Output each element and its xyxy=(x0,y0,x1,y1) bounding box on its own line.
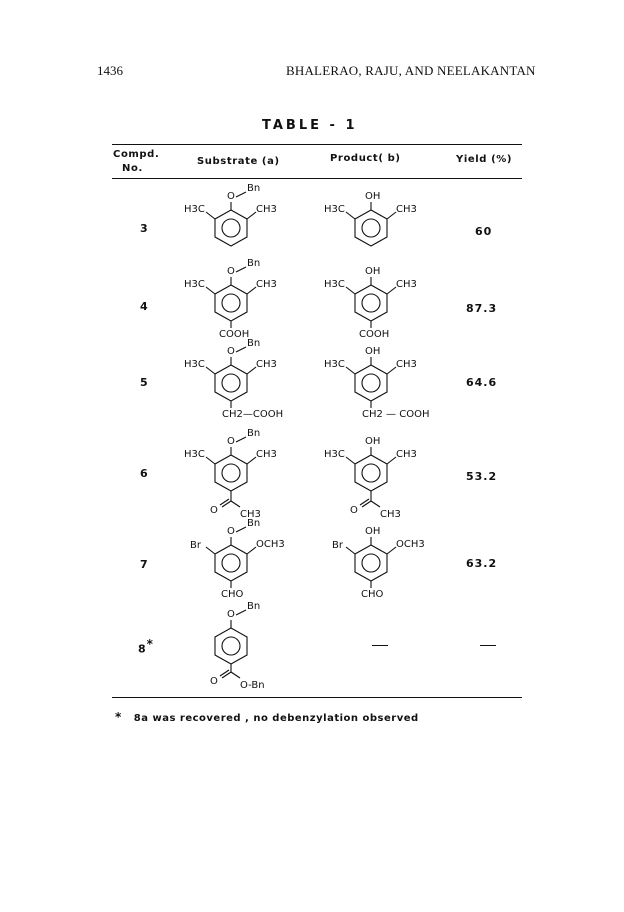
svg-text:CHO: CHO xyxy=(361,589,384,600)
svg-text:COOH: COOH xyxy=(219,329,250,340)
yield-value: 63.2 xyxy=(466,557,498,570)
yield-value: 64.6 xyxy=(466,376,498,389)
header-compd: Compd. xyxy=(113,149,160,160)
product-structure xyxy=(310,335,460,425)
compd-number: 5 xyxy=(140,376,149,389)
svg-text:Bn: Bn xyxy=(247,258,261,269)
svg-text:H3C: H3C xyxy=(324,204,345,215)
svg-text:OCH3: OCH3 xyxy=(396,539,425,550)
yield-value: 87.3 xyxy=(466,302,498,315)
no-product-dash xyxy=(372,645,388,646)
svg-text:CHO: CHO xyxy=(221,589,244,600)
svg-text:Bn: Bn xyxy=(247,601,261,612)
compd-number: 4 xyxy=(140,300,149,313)
svg-text:H3C: H3C xyxy=(184,449,205,460)
no-yield-dash xyxy=(480,645,496,646)
substrate-structure xyxy=(170,335,320,425)
svg-text:CH3: CH3 xyxy=(256,359,277,370)
svg-text:O: O xyxy=(210,505,218,516)
page-number: 1436 xyxy=(97,63,123,78)
svg-text:OH: OH xyxy=(365,346,381,357)
svg-text:OH: OH xyxy=(365,266,381,277)
svg-text:Br: Br xyxy=(190,540,201,551)
compd-number: 6 xyxy=(140,467,149,480)
svg-text:CH3: CH3 xyxy=(256,204,277,215)
footnote-asterisk: * xyxy=(115,710,122,724)
table-bottom-rule xyxy=(112,697,522,698)
svg-text:O: O xyxy=(227,191,235,202)
svg-text:CH3: CH3 xyxy=(256,449,277,460)
svg-text:CH3: CH3 xyxy=(396,359,417,370)
svg-text:OH: OH xyxy=(365,526,381,537)
svg-text:Bn: Bn xyxy=(247,338,261,349)
table-header-rule xyxy=(112,178,522,179)
svg-text:O-Bn: O-Bn xyxy=(240,680,265,691)
header-substrate: Substrate (a) xyxy=(197,156,280,167)
svg-text:O: O xyxy=(227,266,235,277)
product-structure xyxy=(310,255,440,345)
substrate-structure xyxy=(170,255,300,345)
svg-text:CH3: CH3 xyxy=(240,509,261,520)
svg-text:H3C: H3C xyxy=(324,359,345,370)
svg-text:H3C: H3C xyxy=(324,449,345,460)
svg-text:H3C: H3C xyxy=(184,204,205,215)
substrate-structure xyxy=(170,180,300,250)
compd-number: 7 xyxy=(140,558,149,571)
svg-text:Bn: Bn xyxy=(247,183,261,194)
header-no: No. xyxy=(122,163,143,174)
header-yield: Yield (%) xyxy=(456,154,513,165)
svg-text:CH3: CH3 xyxy=(396,204,417,215)
svg-text:O: O xyxy=(227,609,235,620)
compd-number-value: 8 xyxy=(138,642,147,656)
svg-text:O: O xyxy=(227,346,235,357)
substrate-structure xyxy=(170,425,300,525)
compd-asterisk: * xyxy=(146,637,154,651)
footnote-text: 8a was recovered , no debenzylation observed xyxy=(133,713,419,724)
svg-text:O: O xyxy=(227,526,235,537)
svg-text:CH2—COOH: CH2—COOH xyxy=(222,409,284,420)
svg-text:CH3: CH3 xyxy=(396,449,417,460)
svg-text:CH3: CH3 xyxy=(256,279,277,290)
running-head: BHALERAO, RAJU, AND NEELAKANTAN xyxy=(286,63,536,78)
compd-number xyxy=(138,637,154,656)
svg-text:O: O xyxy=(227,436,235,447)
table-footnote xyxy=(115,710,419,724)
compd-number: 3 xyxy=(140,222,149,235)
product-structure xyxy=(310,180,440,250)
svg-text:H3C: H3C xyxy=(324,279,345,290)
svg-text:H3C: H3C xyxy=(184,359,205,370)
svg-text:H3C: H3C xyxy=(184,279,205,290)
svg-text:Bn: Bn xyxy=(247,518,261,529)
svg-text:OH: OH xyxy=(365,191,381,202)
svg-text:OH: OH xyxy=(365,436,381,447)
svg-text:O: O xyxy=(350,505,358,516)
product-structure xyxy=(310,425,440,525)
svg-text:O: O xyxy=(210,676,218,687)
svg-text:CH3: CH3 xyxy=(380,509,401,520)
product-structure xyxy=(310,515,450,605)
svg-text:Bn: Bn xyxy=(247,428,261,439)
substrate-structure xyxy=(170,598,310,693)
table-top-rule xyxy=(112,144,522,145)
svg-text:CH3: CH3 xyxy=(396,279,417,290)
svg-text:Br: Br xyxy=(332,540,343,551)
svg-text:COOH: COOH xyxy=(359,329,390,340)
header-product: Product( b) xyxy=(330,153,401,164)
svg-text:OCH3: OCH3 xyxy=(256,539,285,550)
svg-text:CH2 — COOH: CH2 — COOH xyxy=(362,409,430,420)
substrate-structure xyxy=(170,515,310,605)
table-title: TABLE - 1 xyxy=(262,118,358,133)
yield-value: 53.2 xyxy=(466,470,498,483)
yield-value: 60 xyxy=(475,225,493,238)
